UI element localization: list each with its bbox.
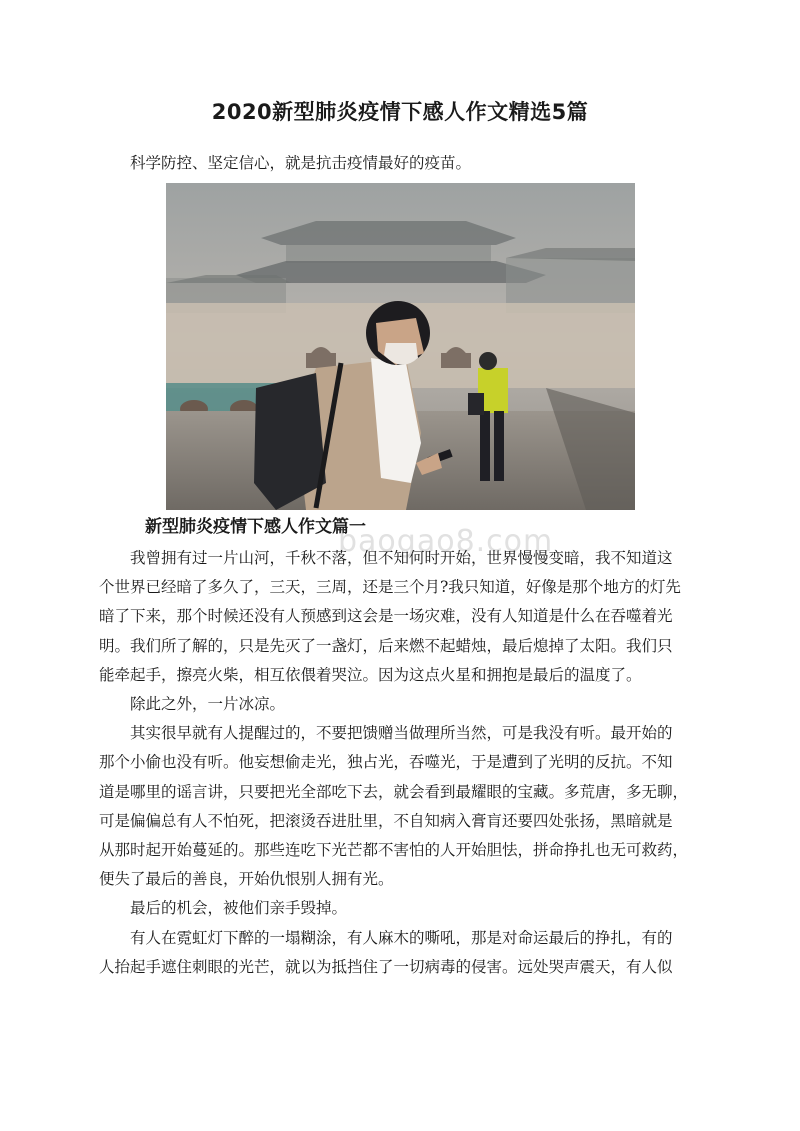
text-line: 从那时起开始蔓延的。那些连吃下光芒都不害怕的人开始胆怯，拼命挣扎也无可救药， [99, 841, 689, 860]
text-line: 个世界已经暗了多久了，三天，三周，还是三个月?我只知道，好像是那个地方的灯先 [99, 578, 681, 597]
section-heading: 新型肺炎疫情下感人作文篇一 [145, 517, 366, 537]
text-line: 可是偏偏总有人不怕死，把滚烫吞进肚里，不自知病入膏肓还要四处张扬，黑暗就是 [99, 811, 673, 830]
document-title: 2020新型肺炎疫情下感人作文精选5篇 [211, 100, 589, 124]
intro-text: 科学防控、坚定信心，就是抗击疫情最好的疫苗。 [130, 154, 472, 172]
watermark: baogao8.com [338, 524, 554, 559]
text-line: 暗了下来，那个时候还没有人预感到这会是一场灾难，没有人知道是什么在吞噬着光 [99, 607, 673, 626]
text-line: 最后的机会，被他们亲手毁掉。 [130, 899, 348, 918]
paragraph [99, 544, 711, 690]
text-line: 明。我们所了解的，只是先灭了一盏灯，后来燃不起蜡烛，最后熄掉了太阳。我们只 [99, 636, 673, 655]
text-line: 除此之外，一片冰凉。 [130, 695, 286, 714]
article-photo [166, 183, 635, 510]
text-line: 其实很早就有人提醒过的，不要把馈赠当做理所当然，可是我没有听。最开始的 [130, 724, 673, 743]
text-line: 我曾拥有过一片山河，千秋不落，但不知何时开始，世界慢慢变暗，我不知道这 [130, 549, 673, 567]
paragraph [99, 894, 711, 923]
paragraph [99, 690, 711, 719]
text-line: 道是哪里的谣言讲，只要把光全部吃下去，就会看到最耀眼的宝藏。多荒唐，多无聊， [99, 782, 689, 801]
text-line: 能牵起手，擦亮火柴，相互依偎着哭泣。因为这点火星和拥抱是最后的温度了。 [99, 665, 642, 684]
text-line: 那个小偷也没有听。他妄想偷走光，独占光，吞噬光，于是遭到了光明的反抗。不知 [99, 753, 673, 772]
text-line: 人抬起手遮住刺眼的光芒，就以为抵挡住了一切病毒的侵害。远处哭声震天，有人似 [99, 957, 673, 976]
text-line: 便失了最后的善良，开始仇恨别人拥有光。 [99, 870, 394, 889]
paragraph [99, 924, 711, 982]
article-body [99, 544, 711, 982]
text-line: 有人在霓虹灯下醉的一塌糊涂，有人麻木的嘶吼，那是对命运最后的挣扎，有的 [130, 928, 673, 947]
paragraph [99, 719, 711, 894]
